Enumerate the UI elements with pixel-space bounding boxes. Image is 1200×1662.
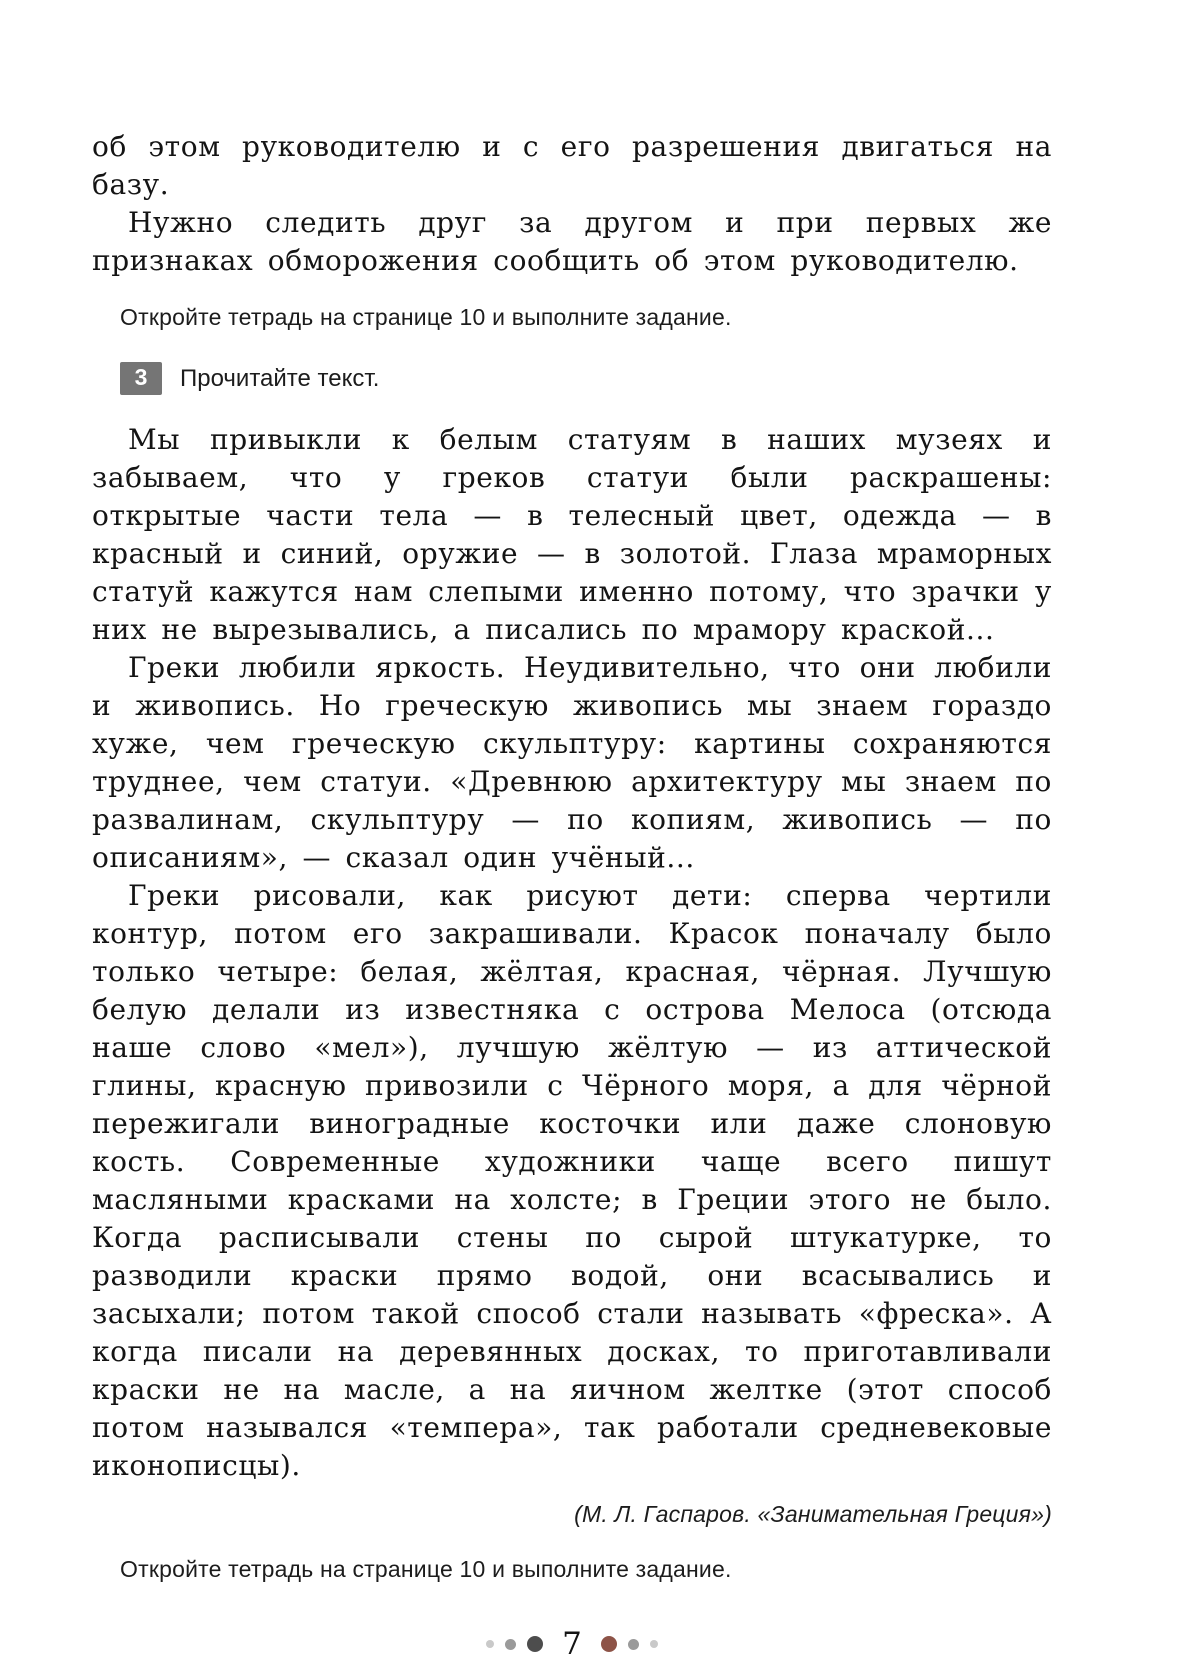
notebook-instruction-top: Откройте тетрадь на странице 10 и выполните задание. (120, 304, 732, 330)
pagination-dot (527, 1636, 543, 1652)
pagination-dot (650, 1640, 658, 1648)
paragraph-continuation: об этом руководителю и с его разрешения двигаться на базу. (92, 130, 1052, 201)
exercise-header (92, 362, 1052, 395)
pagination-dot (628, 1639, 639, 1650)
pagination-dot (601, 1636, 617, 1652)
paragraph-rule: Нужно следить друг за другом и при первых же признаках обморожения сообщить об этом руководителю. (92, 206, 1052, 277)
text-paragraph-2: Греки любили яркость. Неудивительно, что они любили и живопись. Но греческую живопись мы знаем гораздо хуже, чем греческую скульптуру: картины сохраняются труднее, чем статуи. «Древнюю архитектуру мы знаем по развалинам, скульптуру — по копиям, живопись — по описаниям», — сказал один учёный... (92, 651, 1052, 874)
notebook-instruction-bottom: Откройте тетрадь на странице 10 и выполните задание. (120, 1556, 732, 1582)
source-attribution: (М. Л. Гаспаров. «Занимательная Греция») (574, 1501, 1052, 1527)
text-paragraph-1: Мы привыкли к белым статуям в наших музеях и забываем, что у греков статуи были раскрашены: открытые части тела — в телесный цвет, одежда — в красный и синий, оружие — в золотой. Глаза мраморных статуй кажутся нам слепыми именно потому, что зрачки у них не вырезывались, а писались по мрамору краской... (92, 423, 1052, 646)
page-footer (92, 1626, 1052, 1662)
exercise-instruction: Прочитайте текст. (180, 364, 380, 392)
exercise-number-badge: 3 (120, 362, 162, 395)
pagination-dot (486, 1640, 494, 1648)
page-number: 7 (562, 1626, 582, 1662)
text-paragraph-3: Греки рисовали, как рисуют дети: сперва чертили контур, потом его закрашивали. Красок поначалу было только четыре: белая, жёлтая, красная, чёрная. Лучшую белую делали из известняка с острова Мелоса (отсюда наше слово «мел»), лучшую жёлтую — из аттической глины, красную привозили с Чёрного моря, а для чёрной пережигали виноградные косточки или даже слоновую кость. Современные художники чаще всего пишут масляными красками на холсте; в Греции этого не было. Когда расписывали стены по сырой штукатурке, то разводили краски прямо водой, они всасывались и засыхали; потом такой способ стали называть «фреска». А когда писали на деревянных досках, то приготавливали краски не на масле, а на яичном желтке (этот способ потом назывался «темпера», так работали средневековые иконописцы). (92, 879, 1052, 1482)
pagination-dot (505, 1639, 516, 1650)
